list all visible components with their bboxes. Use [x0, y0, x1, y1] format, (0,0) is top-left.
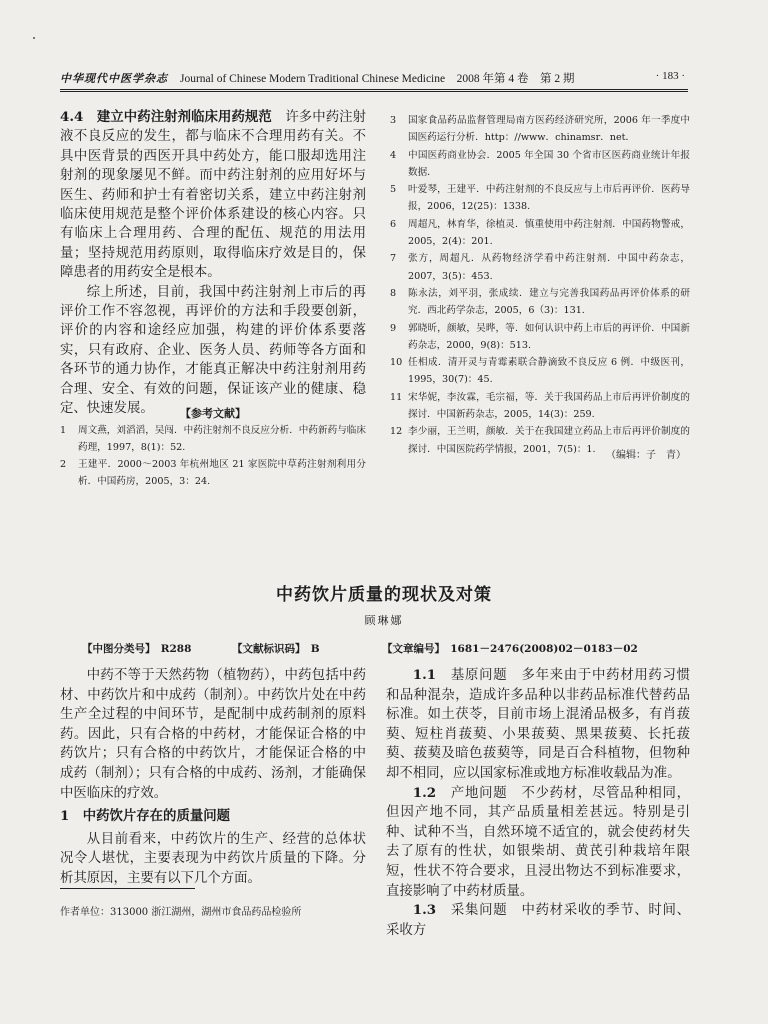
footnote-rule	[60, 888, 195, 889]
section-1-heading: 1 中药饮片存在的质量问题	[60, 808, 231, 825]
intro-paragraph: 中药不等于天然药物（植物药），中药包括中药材、中药饮片和中成药（制剂）。中药饮片处在中药生产全过程的中间环节，是配制中成药制剂的原料药。因此，只有合格的中药材，才能保证合格的中药饮片；只有合格的中药饮片，才能保证合格的中成药（制剂）；只有合格的中成药、汤剂，才能确保中医临床的疗效。	[60, 668, 366, 801]
section-1-1: 1.1 基原问题 多年来由于中药材用药习惯和品种混杂，造成许多品种以非药品标准代替药品标准。如土茯苓，目前市场上混淆品极多，有肖菝葜、短柱肖菝葜、小果菝葜、黑果菝葜、长托菝葜、菝葜及暗色菝葜等，同是百合科植物，但物种却不相同，应以国家标准或地方标准收载品为准。	[386, 667, 691, 781]
article2-left-column	[60, 666, 366, 889]
references-heading: 【参考文献】	[180, 407, 246, 420]
document-code: 【文献标识码】 B	[232, 643, 320, 655]
section-1-2: 1.2 产地问题 不少药材，尽管品种相同，但因产地不同，其产品质量相差甚远。特别是引种、试种不当，自然环境不适宜的，就会使药材失去了原有的性状，如银柴胡、黄芪引种栽培年限短，性状不符合要求，且浸出物达不到标准要求，直接影响了中药材质量。	[386, 784, 691, 899]
reference-item: 10 任相成．清开灵与青霉素联合静滴致不良反应 6 例．中级医刊，1995，30(7)：45.	[390, 357, 690, 386]
references-right	[390, 112, 690, 458]
conclusion-paragraph: 综上所述，目前，我国中药注射剂上市后的再评价工作不容忽视，再评价的方法和手段要创新，评价的内容和途经应加强，构建的评价体系要落实，只有政府、企业、医务人员、药师等各方面和各环节的通力协作，才能真正解决中药注射剂用药合理、安全、有效的问题，保证该产业的健康、稳定、快速发展。	[60, 284, 366, 417]
reference-item: 7 张方，周超凡．从药物经济学看中药注射剂．中国中药杂志，2007，3(5)：453.	[390, 253, 690, 282]
reference-item: 1 周文燕，刘滔滔，吴闯．中药注射剂不良反应分析．中药新药与临床药理，1997，8(1)：52.	[60, 425, 366, 453]
article-title: 中药饮片质量的现状及对策	[276, 585, 492, 605]
references-left	[60, 405, 366, 490]
article2-right-column	[386, 666, 690, 940]
reference-item: 6 周超凡，林育华，徐植灵．慎重使用中药注射剂．中国药物警戒，2005，2(4)：201.	[390, 218, 690, 248]
author-affiliation: 作者单位：313000 浙江湖州，湖州市食品药品检验所	[60, 907, 302, 918]
reference-item: 4 中国医药商业协会．2005 年全国 30 个省市区医药商业统计年报数据．	[390, 149, 690, 178]
running-header	[60, 70, 685, 86]
article1-left-column	[60, 108, 366, 419]
reference-item: 3 国家食品药品监督管理局南方医药经济研究所，2006 年一季度中国医药运行分析．http：//www．chinamsr．net．	[390, 115, 690, 144]
journal-title-cn: 中华现代中医学杂志	[60, 72, 168, 85]
reference-item: 9 郭晓昕，颜敏，吴晔，等．如何认识中药上市后的再评价．中国新药杂志，2000，9(8)：513.	[390, 322, 690, 351]
header-rule	[60, 89, 688, 90]
reference-item: 8 陈永法，刘平羽，张成续．建立与完善我国药品再评价体系的研究．西北药学杂志，2005，6（3)：131.	[390, 287, 690, 317]
section-1-paragraph: 从目前看来，中药饮片的生产、经营的总体状况令人堪忧，主要表现为中药饮片质量的下降。分析其原因，主要有以下几个方面。	[60, 831, 366, 886]
article-author: 顾琳娜	[364, 614, 404, 627]
reference-item: 11 宋华妮，李汝霖，毛宗福，等．关于我国药品上市后再评价制度的探讨．中国新药杂志，2005，14(3)：259.	[390, 391, 690, 421]
section-4-4: 4.4 建立中药注射剂临床用药规范 许多中药注射液不良反应的发生，都与临床不合理用药有关。不具中医背景的西医开具中药处方，能口服却选用注射剂的现象屡见不鲜。而中药注射剂的应用好坏与医生、药师和护士有着密切关系，建立中药注射剂临床使用规范是整个评价体系建设的核心内容。只有临床上合理用药、合理的配伍、规范的用法用量；坚持规范用药原则，取得临床疗效是目的，保障患者的用药安全是根本。	[60, 109, 367, 281]
section-heading: 建立中药注射剂临床用药规范	[96, 109, 272, 125]
article-number: 【文章编号】 1681－2476(2008)02－0183－02	[382, 643, 638, 655]
issue-info: 2008 年第 4 卷 第 2 期	[456, 73, 575, 85]
page-number: · 183 ·	[655, 70, 685, 82]
scan-speck	[33, 37, 35, 39]
reference-item: 12 李少丽，王兰明，颜敏．关于在我国建立药品上市后再评价制度的探讨．中国医院药学情报，2001，7(5)：1.	[390, 426, 690, 455]
classification-number: 【中图分类号】 R288	[82, 643, 192, 655]
reference-item: 2 王建平．2000～2003 年杭州地区 21 家医院中草药注射剂利用分析．中国药房，2005，3：24.	[60, 459, 366, 487]
header-rule-thin	[60, 91, 688, 92]
journal-title-en: Journal of Chinese Modern Traditional Chinese Medicine 2008 年第 4 卷 第 2 期	[180, 73, 575, 85]
reference-item: 5 叶爱琴，王建平．中药注射剂的不良反应与上市后再评价．医药导报，2006，12(25)：1338.	[390, 184, 690, 213]
editor-note: （编辑：子 青）	[606, 450, 686, 461]
section-1-3: 1.3 采集问题 中药材采收的季节、时间、采收方	[386, 902, 691, 938]
